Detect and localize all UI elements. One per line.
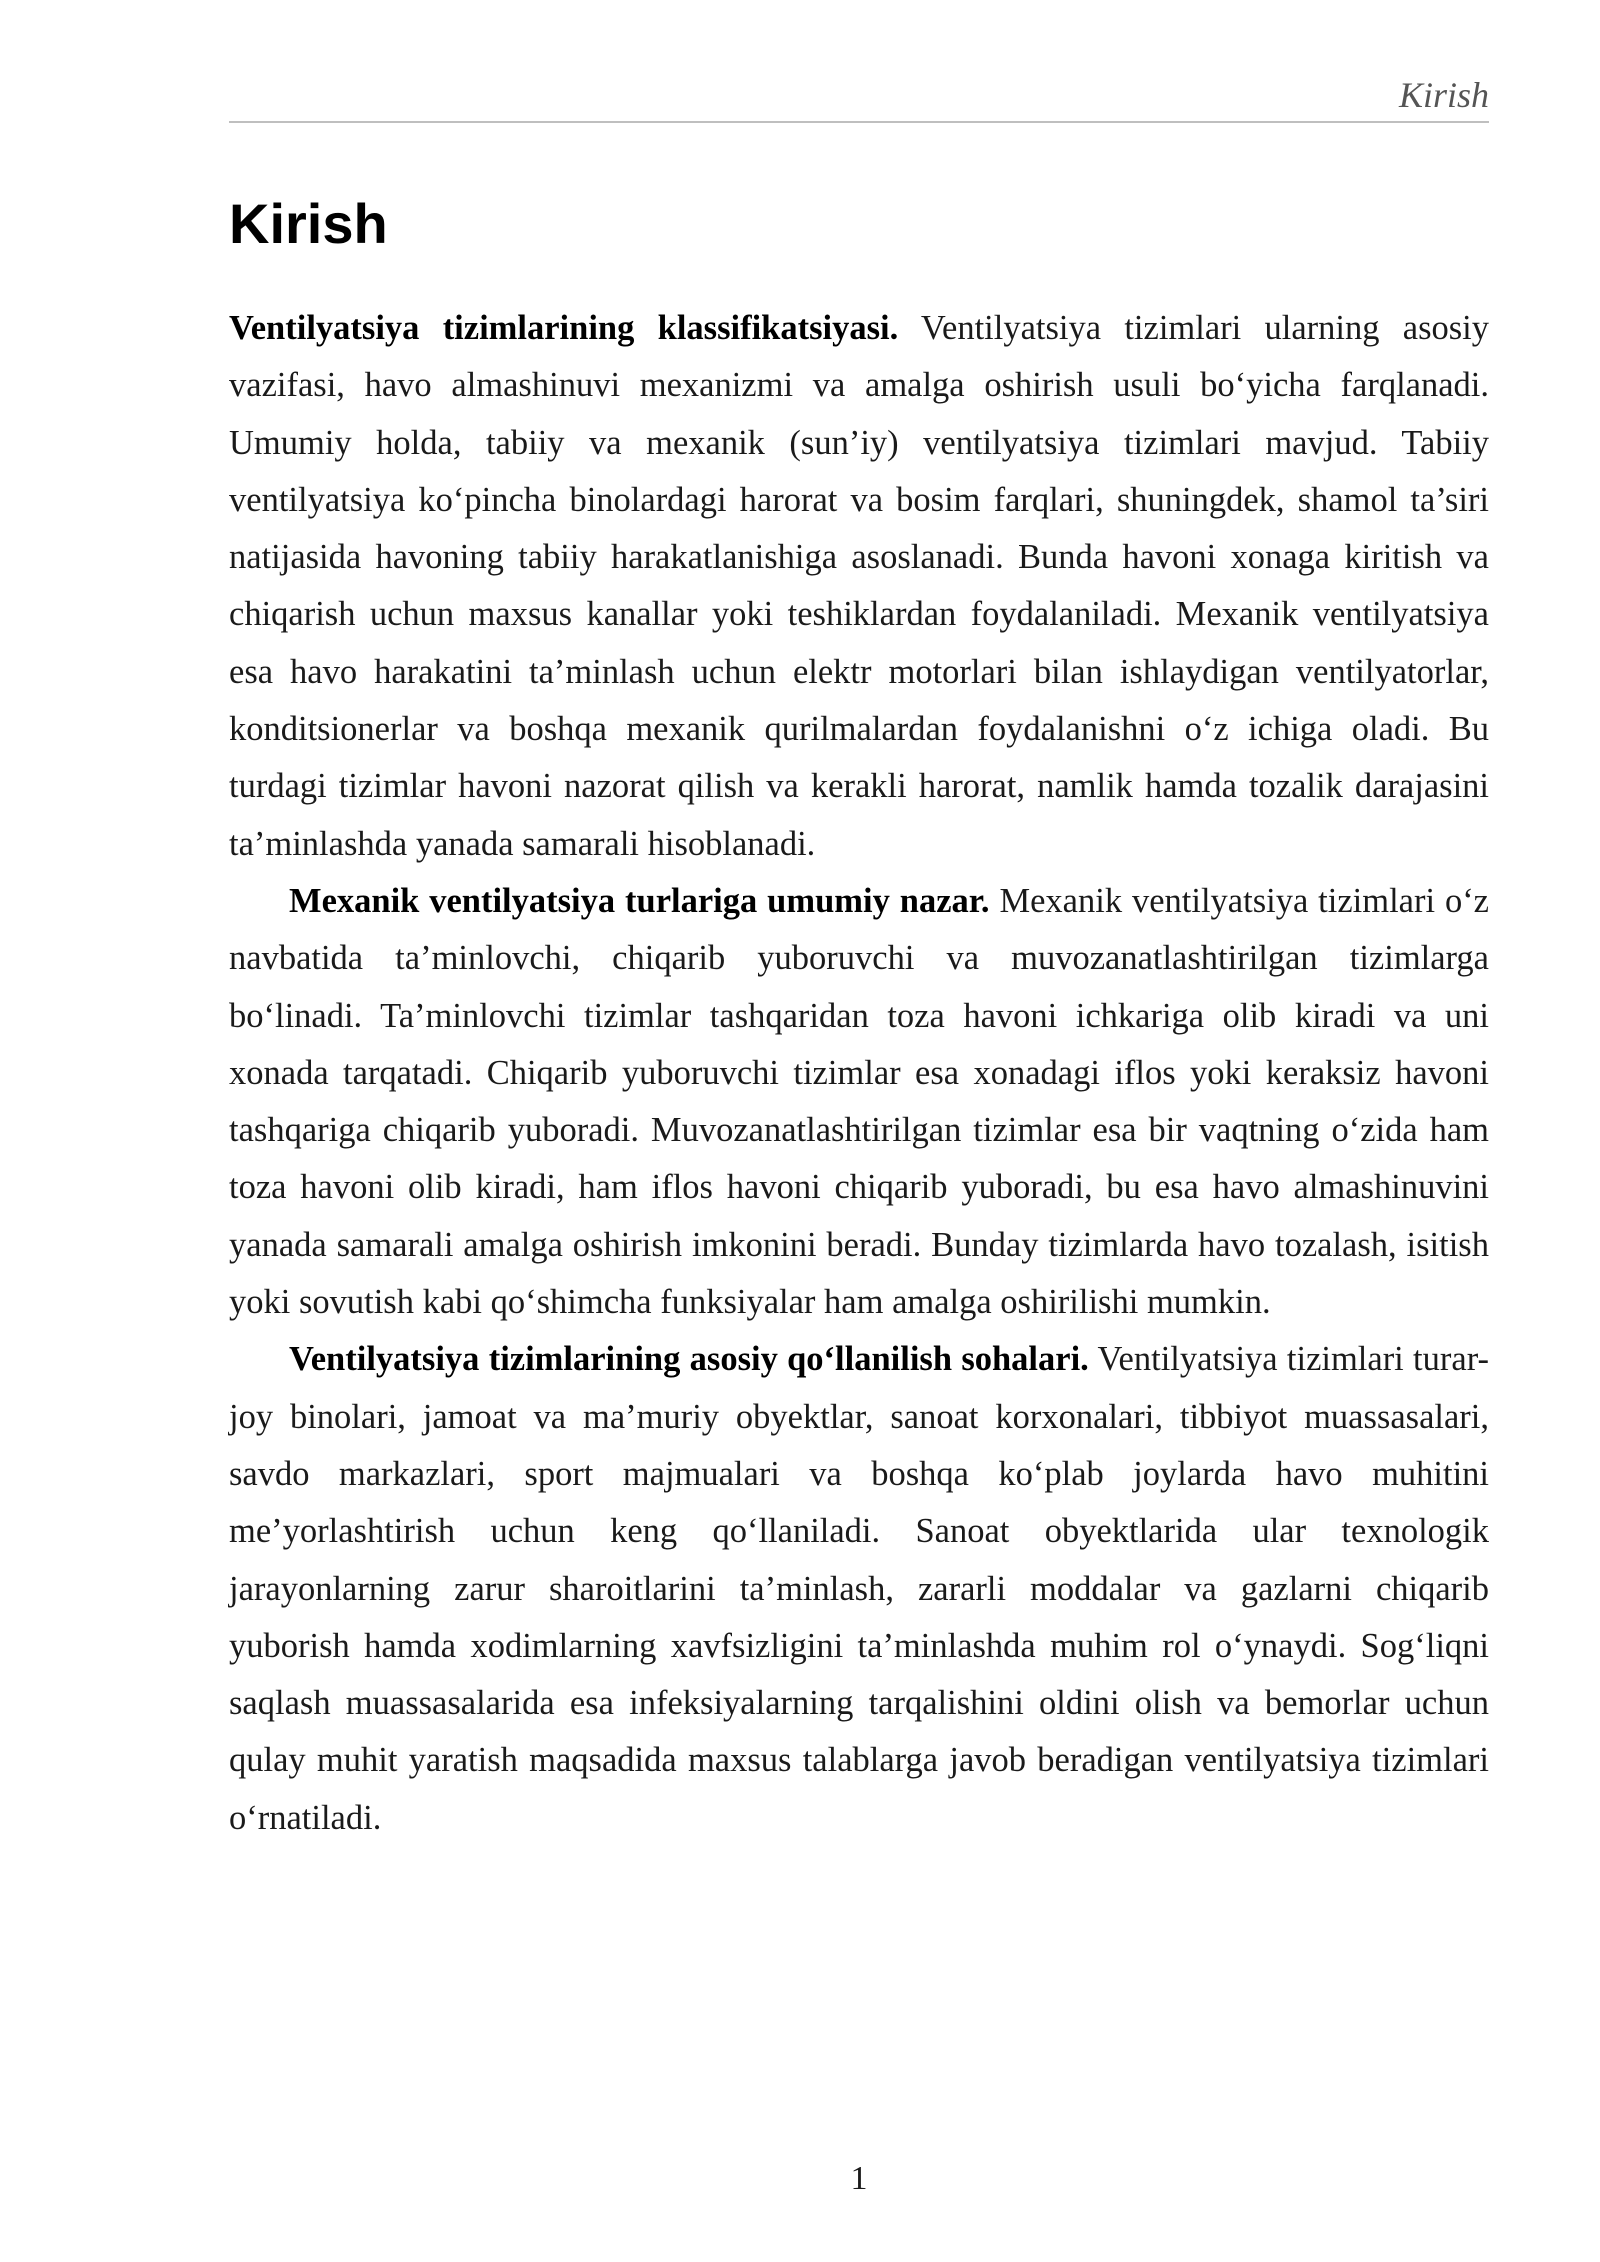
running-header: Kirish <box>1398 75 1489 115</box>
paragraph-lead: Ventilyatsiya tizimlarining asosiy qo‘llanilish sohalari. <box>289 1340 1089 1379</box>
paragraph-body: Ventilyatsiya tizimlari turar-joy binolari, jamoat va ma’muriy obyektlar, sanoat korxonalari, tibbiyot muassasalari, savdo markazlari, sport majmualari va boshqa ko‘plab joylarda havo muhitini me’yorlashtirish uchun keng qo‘llaniladi. Sanoat obyektlarida ular texnologik jarayonlarning zarur sharoitlarini ta’minlash, zararli moddalar va gazlarni chiqarib yuborish hamda xodimlarning xavfsizligini ta’minlashda muhim rol o‘ynaydi. Sog‘liqni saqlash muassasalarida esa infeksiyalarning tarqalishini oldini olish va bemorlar uchun qulay muhit yaratish maqsadida maxsus talablarga javob beradigan ventilyatsiya tizimlari o‘rnatiladi. <box>229 1340 1489 1837</box>
paragraph-classification <box>229 300 1489 873</box>
header-divider <box>229 121 1489 123</box>
paragraph-body: Mexanik ventilyatsiya tizimlari o‘z navbatida ta’minlovchi, chiqarib yuboruvchi va muvozanatlashtirilgan tizimlarga bo‘linadi. Ta’minlovchi tizimlar tashqaridan toza havoni ichkariga olib kiradi va uni xonada tarqatadi. Chiqarib yuboruvchi tizimlar esa xonadagi iflos yoki keraksiz havoni tashqariga chiqarib yuboradi. Muvozanatlashtirilgan tizimlar esa bir vaqtning o‘zida ham toza havoni olib kiradi, ham iflos havoni chiqarib yuboradi, bu esa havo almashinuvini yanada samarali amalga oshirish imkonini beradi. Bunday tizimlarda havo tozalash, isitish yoki sovutish kabi qo‘shimcha funksiyalar ham amalga oshirilishi mumkin. <box>229 881 1489 1322</box>
paragraph-body: Ventilyatsiya tizimlari ularning asosiy vazifasi, havo almashinuvi mexanizmi va amalga oshirish usuli bo‘yicha farqlanadi. Umumiy holda, tabiiy va mexanik (sun’iy) ventilyatsiya tizimlari mavjud. Tabiiy ventilyatsiya ko‘pincha binolardagi harorat va bosim farqlari, shuningdek, shamol ta’siri natijasida havoning tabiiy harakatlanishiga asoslanadi. Bunda havoni xonaga kiritish va chiqarish uchun maxsus kanallar yoki teshiklardan foydalaniladi. Mexanik ventilyatsiya esa havo harakatini ta’minlash uchun elektr motorlari bilan ishlaydigan ventilyatorlar, konditsionerlar va boshqa mexanik qurilmalardan foydalanishni o‘z ichiga oladi. Bu turdagi tizimlar havoni nazorat qilish va kerakli harorat, namlik hamda tozalik darajasini ta’minlashda yanada samarali hisoblanadi. <box>229 309 1490 863</box>
paragraph-lead: Ventilyatsiya tizimlarining klassifikatsiyasi. <box>229 309 899 347</box>
paragraph-mechanical-overview <box>229 873 1489 1331</box>
page-number: 1 <box>850 2160 868 2197</box>
paragraph-application-areas <box>229 1331 1489 1847</box>
document-page <box>229 0 1489 2262</box>
body-text <box>229 300 1489 1847</box>
chapter-title: Kirish <box>229 192 388 255</box>
paragraph-lead: Mexanik ventilyatsiya turlariga umumiy nazar. <box>289 881 990 920</box>
